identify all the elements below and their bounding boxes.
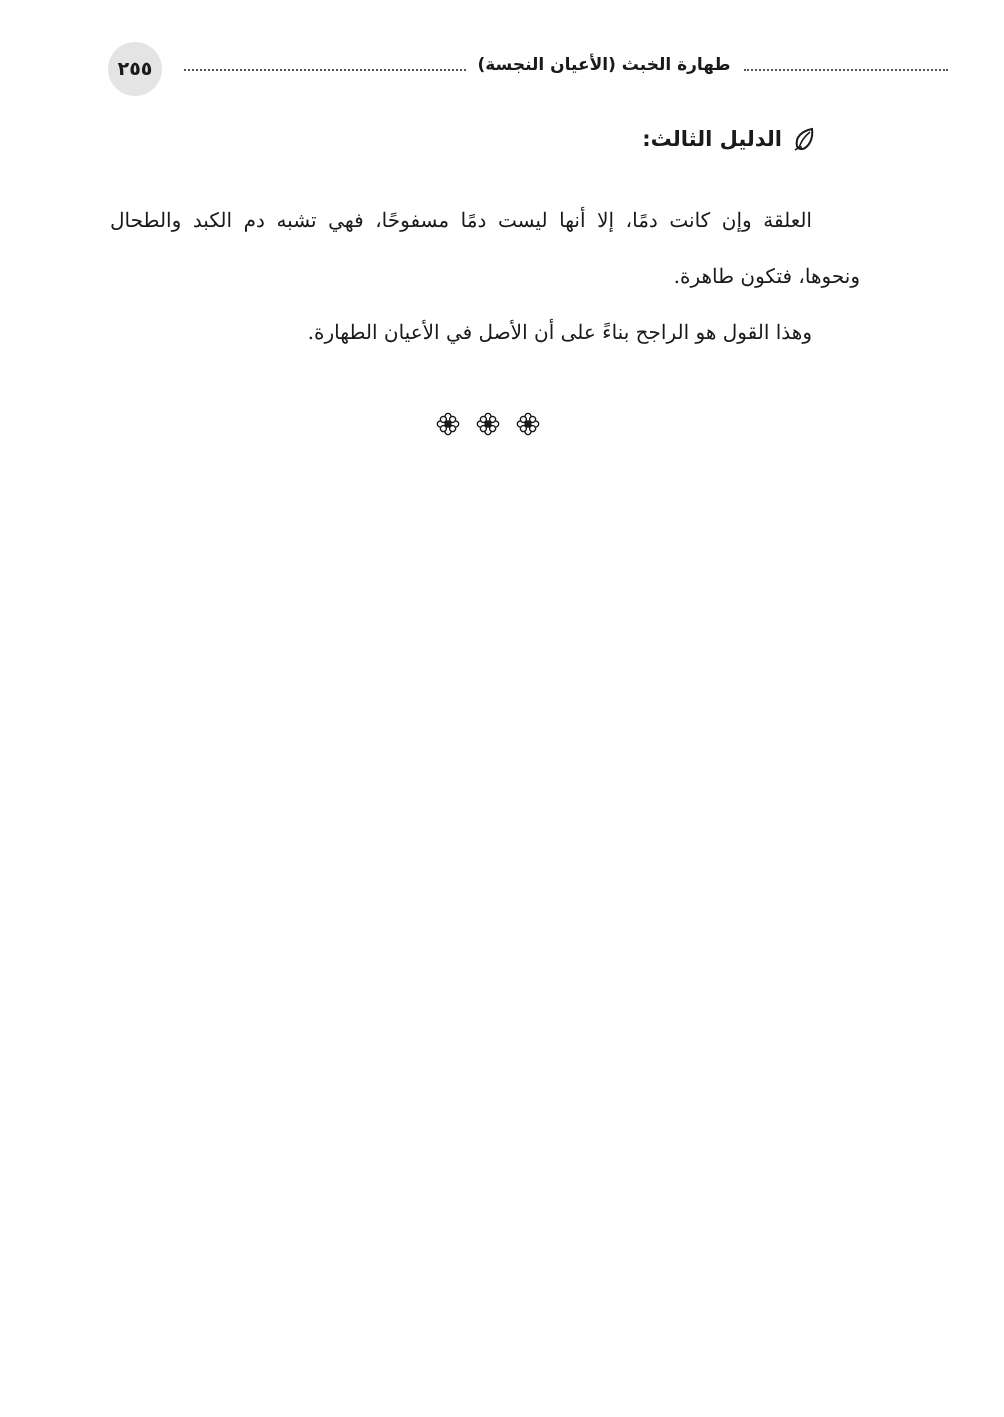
- section-heading-text: الدليل الثالث:: [642, 127, 782, 151]
- paragraph: العلقة وإن كانت دمًا، إلا أنها ليست دمًا مسفوحًا، فهي تشبه دم الكبد والطحال ونحوها، فتكون طاهرة.: [110, 208, 860, 288]
- running-header: [108, 42, 844, 96]
- flower-ornament-icon: [516, 412, 540, 436]
- section-divider-ornament: [436, 409, 540, 439]
- leaf-bullet-icon: [792, 126, 816, 152]
- page-number: ٢٥٥: [117, 58, 153, 80]
- header-dotted-leader-right: [744, 69, 948, 71]
- page-number-badge: [108, 42, 162, 96]
- flower-ornament-icon: [476, 412, 500, 436]
- section-heading: [642, 126, 816, 152]
- running-title: طهارة الخبث (الأعيان النجسة): [477, 55, 731, 75]
- paragraph: وهذا القول هو الراجح بناءً على أن الأصل في الأعيان الطهارة.: [307, 320, 812, 344]
- header-dotted-leader-left: [184, 69, 466, 71]
- flower-ornament-icon: [436, 412, 460, 436]
